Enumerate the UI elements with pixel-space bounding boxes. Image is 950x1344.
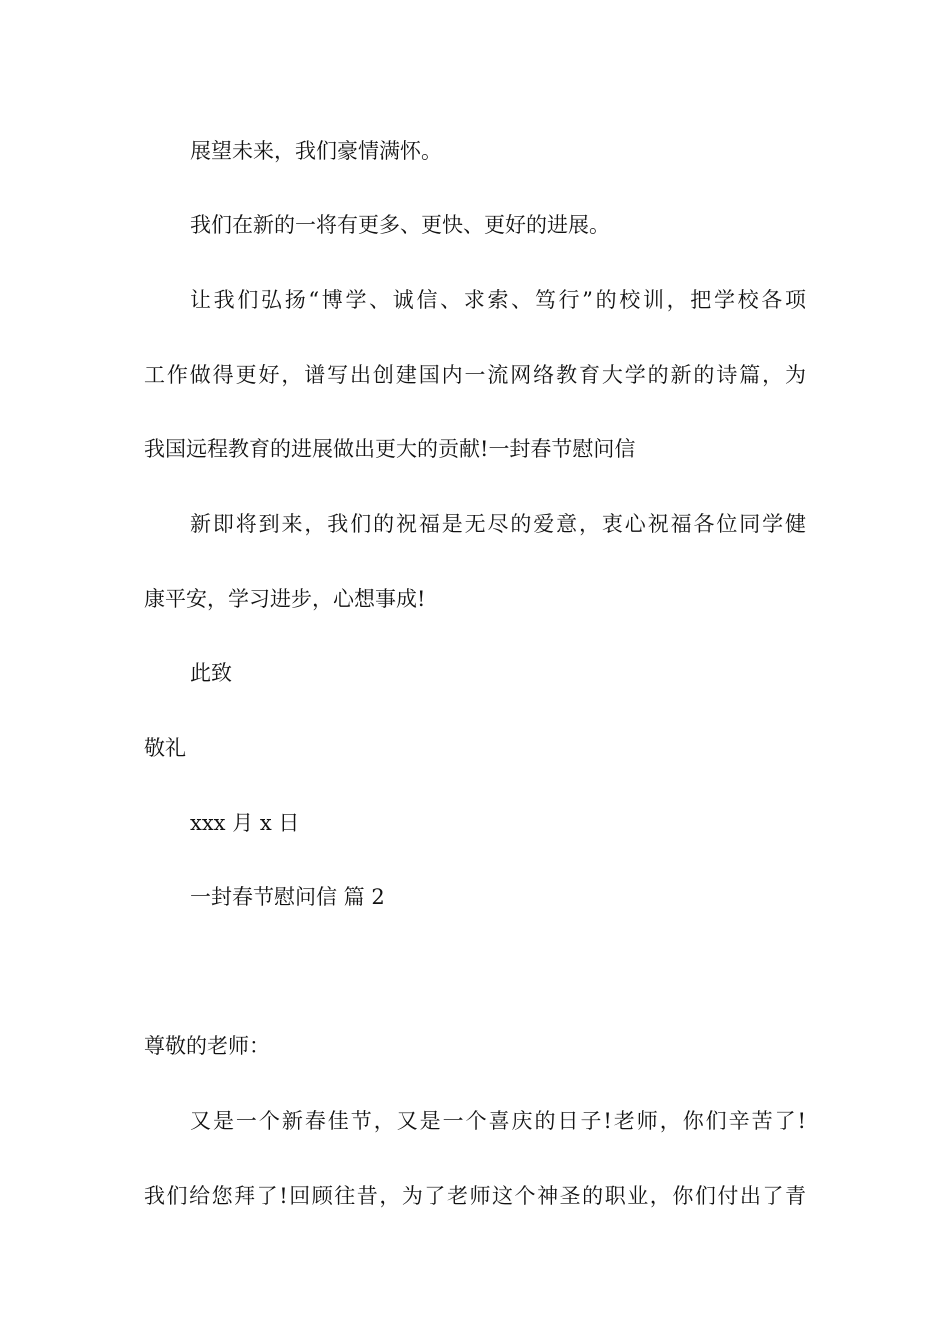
greeting-line: 尊敬的老师：: [144, 1034, 270, 1058]
paragraph-line: 新即将到来，我们的祝福是无尽的爱意，衷心祝福各位同学健: [190, 512, 806, 536]
paragraph-line: 让我们弘扬“博学、诚信、求索、笃行”的校训，把学校各项: [190, 288, 806, 312]
closing-regards: 敬礼: [144, 736, 186, 760]
paragraph-line: 康平安，学习进步，心想事成!: [144, 587, 426, 611]
paragraph-line: 工作做得更好，谱写出创建国内一流网络教育大学的新的诗篇，为: [144, 363, 806, 387]
closing-salutation: 此致: [190, 661, 232, 685]
paragraph-line: 又是一个新春佳节，又是一个喜庆的日子!老师，你们辛苦了!: [190, 1109, 806, 1133]
paragraph-line: 我国远程教育的进展做出更大的贡献!一封春节慰问信: [144, 437, 636, 461]
paragraph-line: 我们在新的一将有更多、更快、更好的进展。: [190, 213, 610, 237]
paragraph-line: 展望未来，我们豪情满怀。: [190, 139, 442, 163]
paragraph-line: 我们给您拜了!回顾往昔，为了老师这个神圣的职业，你们付出了青: [144, 1184, 806, 1208]
letter-date: xxx 月 x 日: [190, 811, 300, 835]
section-heading: 一封春节慰问信 篇 2: [190, 885, 385, 909]
